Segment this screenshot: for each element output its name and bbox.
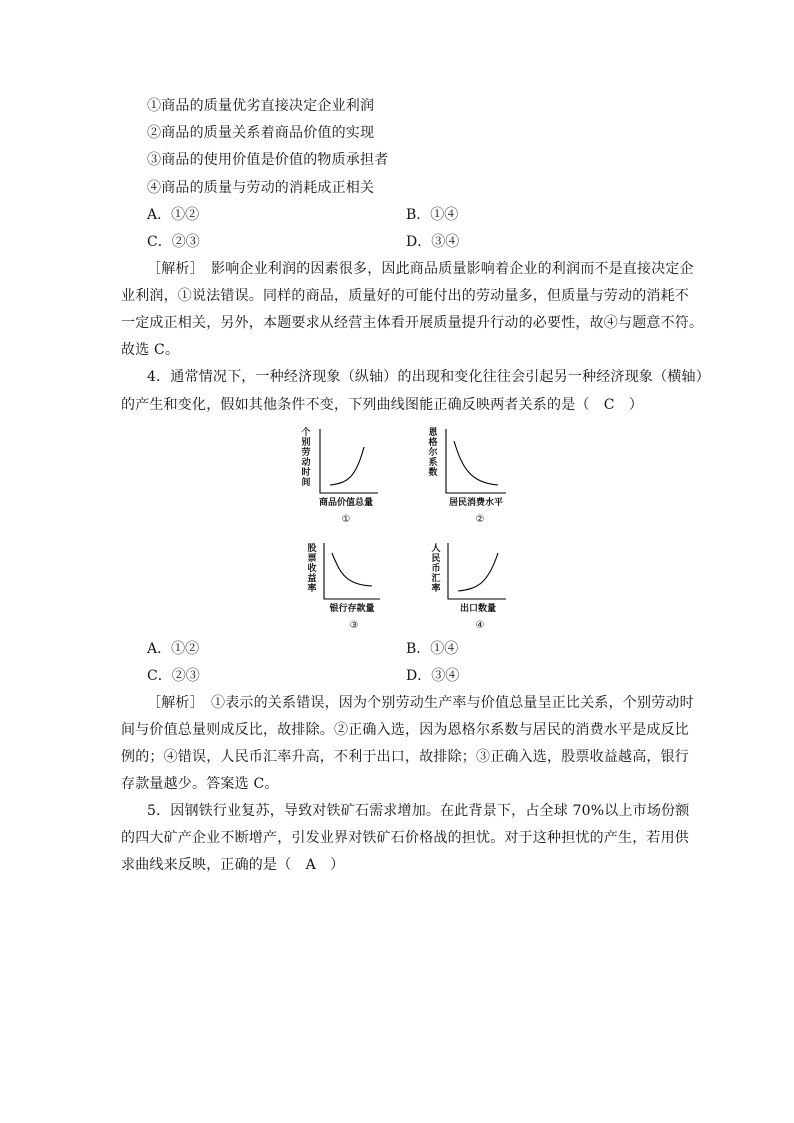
graph-3-ylabel-0: 股 — [307, 544, 317, 554]
statement-3: ③商品的使用价值是价值的物质承担者 — [147, 152, 389, 168]
graph-3-ylabel-1: 票 — [307, 554, 317, 564]
graph-2-ylabel-3: 系 — [428, 458, 438, 468]
q4-stem-line-2: 的产生和变化，假如其他条件不变，下列曲线图能正确反映两者关系的是（ C ） — [121, 397, 644, 413]
graph-3-ylabel-4: 率 — [307, 584, 317, 594]
graph-1-ylabel-0: 个 — [301, 428, 311, 438]
graph-2-ylabel-1: 格 — [428, 438, 438, 448]
graph-2 — [428, 426, 506, 525]
curve-graphs-figure — [290, 425, 520, 635]
graph-3-ylabel-3: 益 — [307, 574, 317, 584]
graph-4-ylabel-0: 人 — [431, 544, 441, 554]
graph-2-curve — [454, 441, 498, 485]
graph-1-curve — [330, 447, 364, 485]
q4-option-a: A．①② — [147, 641, 200, 657]
graph-1 — [301, 426, 378, 525]
graph-3 — [307, 542, 380, 631]
graph-1-ylabel-4: 时 — [301, 468, 311, 478]
q3-analysis-line-2: 业利润，①说法错误。同样的商品，质量好的可能付出的劳动量多，但质量与劳动的消耗不 — [121, 288, 689, 304]
q3-analysis-line-3: 一定成正相关，另外，本题要求从经营主体看开展质量提升行动的必要性，故④与题意不符。 — [121, 315, 704, 331]
graph-4-curve — [458, 553, 498, 591]
q4-option-d: D．③④ — [406, 668, 460, 684]
graph-1-ylabel-3: 动 — [301, 458, 311, 468]
graph-4-ylabel-1: 民 — [431, 554, 441, 564]
q3-option-d: D．③④ — [406, 234, 460, 250]
graph-4-ylabel-2: 币 — [431, 564, 441, 574]
q4-stem-line-1: 4．通常情况下，一种经济现象（纵轴）的出现和变化往往会引起另一种经济现象（横轴） — [147, 369, 710, 385]
q4-option-c: C．②③ — [147, 668, 200, 684]
q3-analysis-line-1: ［解析］ 影响企业利润的因素很多，因此商品质量影响着企业的利润而不是直接决定企 — [147, 261, 694, 277]
graph-4-ylabel-3: 汇 — [431, 574, 441, 584]
q3-option-a: A．①② — [147, 207, 200, 223]
graph-3-xlabel: 银行存款量 — [329, 604, 375, 614]
q4-analysis-line-4: 存款量越少。答案选 C。 — [121, 776, 279, 792]
q4-analysis-line-3: 例的；④错误，人民币汇率升高，不利于出口，故排除；③正确入选，股票收益越高，银行 — [121, 749, 689, 765]
graph-2-ylabel-0: 恩 — [428, 428, 438, 438]
q3-analysis-line-4: 故选 C。 — [121, 342, 180, 358]
graph-1-number: ① — [341, 514, 351, 525]
graph-2-axes — [446, 429, 506, 493]
graph-2-ylabel-4: 数 — [428, 468, 438, 478]
graph-3-curve — [332, 553, 372, 586]
graph-1-ylabel-2: 劳 — [301, 448, 311, 458]
q5-stem-line-3: 求曲线来反映，正确的是（ A ） — [121, 857, 345, 873]
statement-1: ①商品的质量优劣直接决定企业利润 — [147, 98, 375, 114]
graph-4-number: ④ — [475, 620, 485, 631]
graph-2-ylabel-2: 尔 — [428, 448, 438, 458]
graph-2-xlabel: 居民消费水平 — [448, 498, 504, 508]
q5-stem-line-1: 5．因钢铁行业复苏，导致对铁矿石需求增加。在此背景下，占全球 70%以上市场份额 — [147, 803, 690, 819]
statement-2: ②商品的质量关系着商品价值的实现 — [147, 125, 375, 141]
q4-analysis-line-2: 间与价值总量则成反比，故排除。②正确入选，因为恩格尔系数与居民的消费水平是成反比 — [121, 722, 689, 738]
graph-1-xlabel: 商品价值总量 — [318, 498, 374, 508]
statement-4: ④商品的质量与劳动的消耗成正相关 — [147, 180, 375, 196]
graph-1-ylabel-1: 别 — [301, 438, 311, 448]
q4-option-b: B．①④ — [406, 641, 459, 657]
q3-option-b: B．①④ — [406, 207, 459, 223]
graph-2-number: ② — [475, 514, 485, 525]
q5-stem-line-2: 的四大矿产企业不断增产，引发业界对铁矿石价格战的担忧。对于这种担忧的产生，若用供 — [121, 830, 689, 846]
graph-4-axes — [448, 543, 506, 599]
graph-3-number: ③ — [349, 620, 359, 631]
graph-4-xlabel: 出口数量 — [459, 604, 497, 614]
graph-3-axes — [324, 543, 380, 599]
graph-4-ylabel-4: 率 — [431, 584, 441, 594]
graph-4 — [431, 542, 506, 631]
graph-3-ylabel-2: 收 — [307, 564, 317, 574]
q3-option-c: C．②③ — [147, 234, 200, 250]
q4-analysis-line-1: ［解析］ ①表示的关系错误，因为个别劳动生产率与价值总量呈正比关系，个别劳动时 — [147, 695, 694, 711]
graph-1-axes — [320, 429, 378, 493]
graph-1-ylabel-5: 间 — [301, 478, 311, 488]
